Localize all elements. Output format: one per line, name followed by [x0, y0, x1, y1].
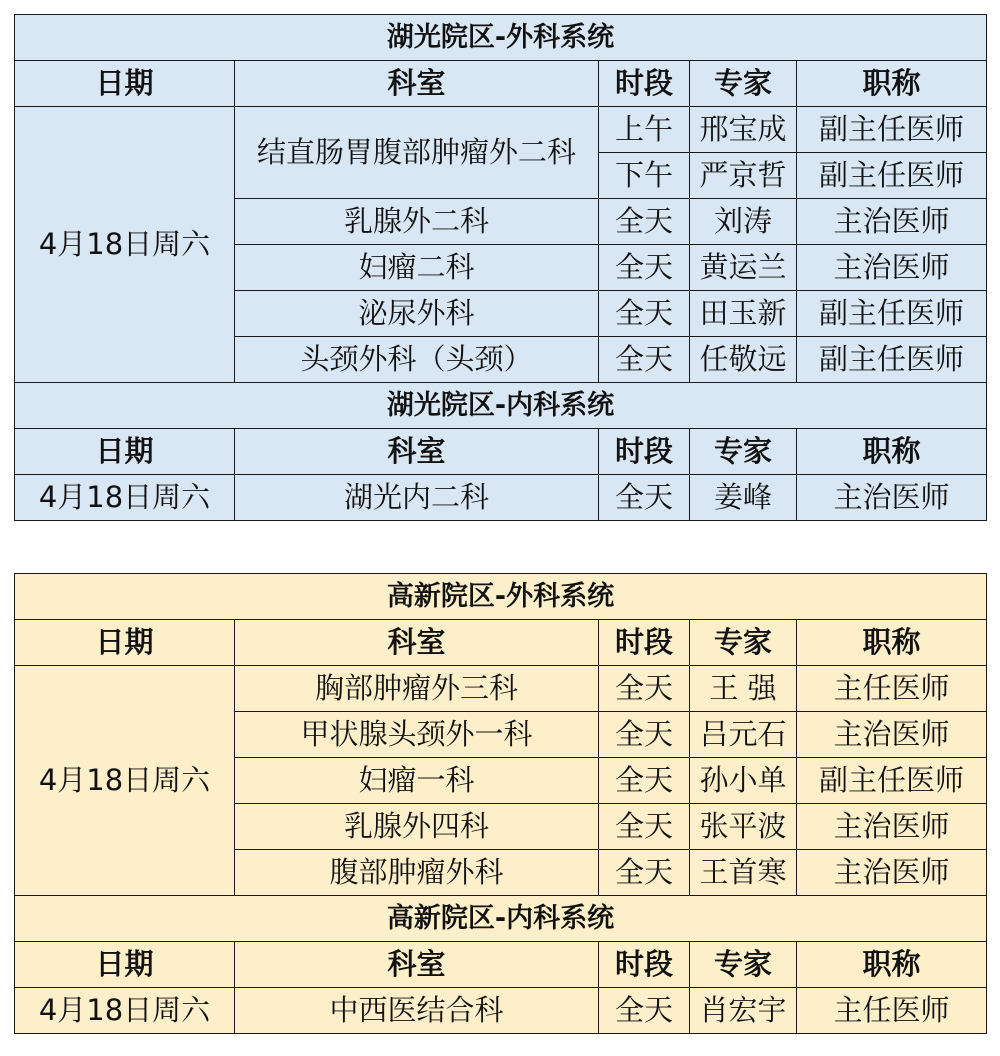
rank-cell: 主治医师 — [797, 804, 987, 850]
time-cell: 全天 — [599, 291, 690, 337]
expert-cell: 吕元石 — [690, 712, 797, 758]
schedule-table-huguang — [14, 14, 987, 521]
section-title: 湖光院区-内科系统 — [15, 383, 987, 429]
expert-cell: 姜峰 — [690, 475, 797, 521]
rank-cell: 主治医师 — [797, 245, 987, 291]
date-cell: 4月18日周六 — [15, 666, 235, 896]
rank-cell: 副主任医师 — [797, 153, 987, 199]
time-cell: 全天 — [599, 245, 690, 291]
time-cell: 全天 — [599, 666, 690, 712]
header-row — [15, 429, 987, 475]
time-cell: 全天 — [599, 712, 690, 758]
time-cell: 全天 — [599, 199, 690, 245]
header-dept: 科室 — [235, 620, 599, 666]
header-title: 职称 — [797, 61, 987, 107]
date-cell: 4月18日周六 — [15, 107, 235, 383]
dept-cell: 妇瘤一科 — [235, 758, 599, 804]
rank-cell: 副主任医师 — [797, 337, 987, 383]
header-expert: 专家 — [690, 620, 797, 666]
table-row — [15, 666, 987, 712]
expert-cell: 任敬远 — [690, 337, 797, 383]
header-date: 日期 — [15, 61, 235, 107]
header-dept: 科室 — [235, 942, 599, 988]
header-title: 职称 — [797, 942, 987, 988]
header-time: 时段 — [599, 942, 690, 988]
header-time: 时段 — [599, 61, 690, 107]
dept-cell: 结直肠胃腹部肿瘤外二科 — [235, 107, 599, 199]
rank-cell: 主任医师 — [797, 666, 987, 712]
dept-cell: 湖光内二科 — [235, 475, 599, 521]
expert-cell: 严京哲 — [690, 153, 797, 199]
section-title-row — [15, 15, 987, 61]
header-date: 日期 — [15, 429, 235, 475]
header-title: 职称 — [797, 429, 987, 475]
header-row — [15, 620, 987, 666]
dept-cell: 乳腺外四科 — [235, 804, 599, 850]
dept-cell: 甲状腺头颈外一科 — [235, 712, 599, 758]
expert-cell: 王 强 — [690, 666, 797, 712]
dept-cell: 中西医结合科 — [235, 988, 599, 1034]
header-date: 日期 — [15, 620, 235, 666]
rank-cell: 主治医师 — [797, 712, 987, 758]
expert-cell: 孙小单 — [690, 758, 797, 804]
section-title-row — [15, 896, 987, 942]
header-expert: 专家 — [690, 429, 797, 475]
header-expert: 专家 — [690, 61, 797, 107]
header-time: 时段 — [599, 620, 690, 666]
header-row — [15, 61, 987, 107]
expert-cell: 张平波 — [690, 804, 797, 850]
dept-cell: 腹部肿瘤外科 — [235, 850, 599, 896]
section-title-row — [15, 383, 987, 429]
time-cell: 全天 — [599, 850, 690, 896]
expert-cell: 田玉新 — [690, 291, 797, 337]
time-cell: 全天 — [599, 337, 690, 383]
header-date: 日期 — [15, 942, 235, 988]
time-cell: 全天 — [599, 804, 690, 850]
table-row — [15, 475, 987, 521]
date-cell: 4月18日周六 — [15, 988, 235, 1034]
rank-cell: 主治医师 — [797, 475, 987, 521]
time-cell: 全天 — [599, 758, 690, 804]
dept-cell: 泌尿外科 — [235, 291, 599, 337]
expert-cell: 刘涛 — [690, 199, 797, 245]
rank-cell: 副主任医师 — [797, 291, 987, 337]
rank-cell: 副主任医师 — [797, 758, 987, 804]
header-row — [15, 942, 987, 988]
expert-cell: 肖宏宇 — [690, 988, 797, 1034]
section-title: 高新院区-外科系统 — [15, 574, 987, 620]
rank-cell: 主任医师 — [797, 988, 987, 1034]
header-expert: 专家 — [690, 942, 797, 988]
dept-cell: 乳腺外二科 — [235, 199, 599, 245]
header-title: 职称 — [797, 620, 987, 666]
dept-cell: 妇瘤二科 — [235, 245, 599, 291]
dept-cell: 头颈外科（头颈） — [235, 337, 599, 383]
rank-cell: 主治医师 — [797, 199, 987, 245]
rank-cell: 主治医师 — [797, 850, 987, 896]
section-title-row — [15, 574, 987, 620]
time-cell: 全天 — [599, 988, 690, 1034]
date-cell: 4月18日周六 — [15, 475, 235, 521]
rank-cell: 副主任医师 — [797, 107, 987, 153]
table-row — [15, 107, 987, 153]
time-cell: 下午 — [599, 153, 690, 199]
table-row — [15, 988, 987, 1034]
expert-cell: 王首寒 — [690, 850, 797, 896]
expert-cell: 邢宝成 — [690, 107, 797, 153]
header-dept: 科室 — [235, 429, 599, 475]
section-title: 湖光院区-外科系统 — [15, 15, 987, 61]
time-cell: 全天 — [599, 475, 690, 521]
schedule-table-gaoxin — [14, 573, 987, 1034]
section-title: 高新院区-内科系统 — [15, 896, 987, 942]
header-time: 时段 — [599, 429, 690, 475]
expert-cell: 黄运兰 — [690, 245, 797, 291]
time-cell: 上午 — [599, 107, 690, 153]
header-dept: 科室 — [235, 61, 599, 107]
dept-cell: 胸部肿瘤外三科 — [235, 666, 599, 712]
